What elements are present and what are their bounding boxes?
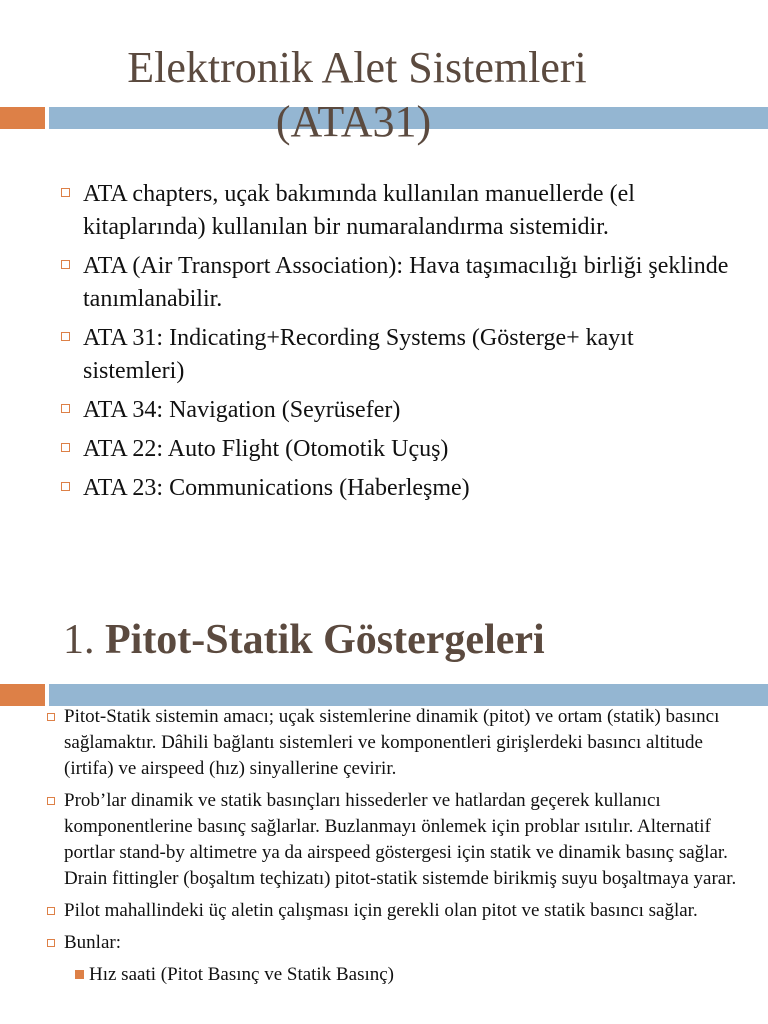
filled-square-bullet-icon [75,970,84,979]
bullet-text: ATA 31: Indicating+Recording Systems (Gösterge+ kayıt sistemleri) [83,325,634,384]
sub-bullet-text: Hız saati (Pitot Basınç ve Statik Basınç) [89,964,395,985]
bullet-item [60,178,740,244]
title-rule [0,684,768,706]
title-rule-blue-segment [49,684,768,706]
bullet-text: ATA 34: Navigation (Seyrüsefer) [83,397,401,423]
bullet-square-icon [61,443,70,452]
sub-bullet-item [45,962,745,988]
bullet-item [60,433,740,466]
slide-1-title-line-2: (ATA31) [275,97,432,146]
slide-2-title-text: Pitot-Statik Göstergeleri [105,617,545,663]
bullet-item [60,322,740,388]
bullet-item [45,788,745,892]
slide-2 [0,512,768,1024]
bullet-text: ATA 22: Auto Flight (Otomotik Uçuş) [83,436,449,462]
bullet-square-icon [47,797,55,805]
bullet-item [45,898,745,924]
bullet-square-icon [61,188,70,197]
bullet-item [60,250,740,316]
bullet-text: ATA chapters, uçak bakımında kullanılan manuellerde (el kitaplarında) kullanılan bir numaralandırma sistemidir. [83,181,635,240]
bullet-item [60,394,740,427]
bullet-square-icon [61,482,70,491]
bullet-text: Pitot-Statik sistemin amacı; uçak sistemlerine dinamik (pitot) ve ortam (statik) basıncı sağlamaktır. Dâhili bağlantı sistemleri ve komponentleri girişlerdeki basıncı altitude (irtifa) ve airspeed (hız) sinyallerine çevirir. [64,706,720,779]
slide-2-title-number: 1. [63,617,95,663]
bullet-item [45,930,745,956]
bullet-item [45,704,745,782]
slide-2-title [63,619,545,661]
bullet-square-icon [47,713,55,721]
bullet-text: Pilot mahallindeki üç aletin çalışması için gerekli olan pitot ve statik basıncı sağlar. [64,900,698,921]
title-rule-orange-segment [0,684,45,706]
bullet-text: ATA 23: Communications (Haberleşme) [83,475,470,501]
bullet-text: ATA (Air Transport Association): Hava taşımacılığı birliği şeklinde tanımlanabilir. [83,253,729,312]
bullet-square-icon [61,260,70,269]
bullet-square-icon [61,332,70,341]
bullet-text: Bunlar: [64,932,121,953]
slide-1-bullet-list [60,178,740,511]
bullet-text: Prob’lar dinamik ve statik basınçları hissederler ve hatlardan geçerek kullanıcı komponentlerine basınç sağlarlar. Buzlanmayı önlemek için problar ısıtılır. Alternatif portlar stand-by altimetre ya da airspeed göstergesi için statik ve dinamik basınç sağlar. Drain fittingler (boşaltım teçhizatı) pitot-statik sistemde birikmiş suyu boşaltmaya yarar. [64,790,737,889]
slide-1-title-line-1: Elektronik Alet Sistemleri [127,43,587,92]
slide-2-bullet-list [45,704,745,994]
bullet-square-icon [47,907,55,915]
bullet-item [60,472,740,505]
bullet-square-icon [47,939,55,947]
bullet-square-icon [61,404,70,413]
